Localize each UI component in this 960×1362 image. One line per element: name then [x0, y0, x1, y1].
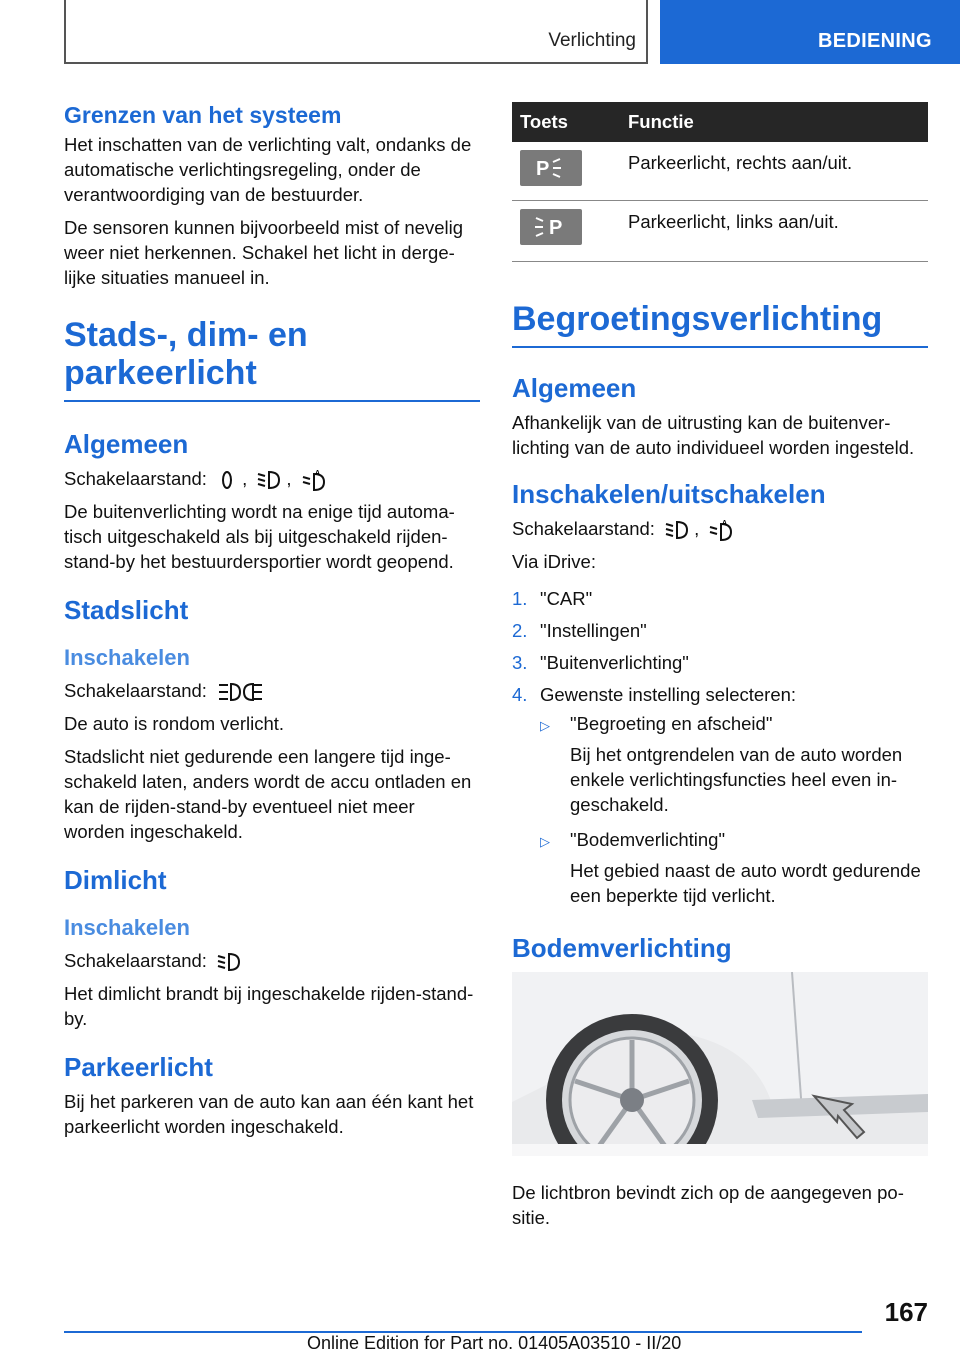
- table-header-row: [512, 102, 928, 142]
- dim-switch-line: [64, 948, 480, 973]
- svg-text:A: A: [314, 470, 320, 478]
- switch-position-line: Schakelaarstand: , , A: [64, 466, 480, 491]
- triangle-bullet-icon: ▷: [540, 834, 550, 850]
- option-description: Het gebied naast de auto wordt gedurende een beperkte tijd verlicht.: [570, 860, 921, 907]
- left-column: [64, 100, 480, 1147]
- limits-paragraph-1: Het inschatten van de verlichting valt, ondanks de automatische verlichtingsregeling, onder de verantwoordiging van de bestuurder.: [64, 134, 472, 205]
- list-item: [540, 827, 928, 908]
- low-beam-icon: [216, 951, 242, 973]
- parking-light-icon: [216, 681, 264, 703]
- city-paragraph-2: Stadslicht niet gedurende een langere tijd ingeschakeld laten, anders wordt de accu ontladen en kan de rijden-stand-by eventueel niet meer worden ingeschakeld.: [64, 746, 472, 843]
- dim-switch-label: Schakelaarstand:: [64, 950, 207, 972]
- step-number: 1.: [512, 588, 528, 610]
- section-title: Verlichting: [548, 30, 636, 51]
- option-description: Bij het ontgrendelen van de auto worden enkele verlichtingsfuncties heel even ingeschakeld.: [570, 744, 903, 816]
- dim-paragraph: Het dimlicht brandt bij ingeschakelde rijden-stand-by.: [64, 983, 474, 1030]
- parking-light-heading: Parkeerlicht: [64, 1052, 213, 1083]
- table-cell-function: Parkeerlicht, rechts aan/uit.: [620, 142, 928, 201]
- table-header-function: Functie: [620, 102, 928, 142]
- switch-label: Schakelaarstand:: [64, 468, 207, 489]
- step-number: 4.: [512, 684, 528, 706]
- right-general-paragraph: Afhankelijk van de uitrusting kan de buitenverlichting van de auto individueel worden ingesteld.: [512, 412, 915, 458]
- triangle-bullet-icon: ▷: [540, 718, 550, 734]
- page-number: 167: [884, 1297, 928, 1327]
- table-cell-key: [512, 142, 620, 201]
- welcome-light-heading: Begroetingsverlichting: [512, 300, 928, 348]
- chapter-badge: BEDIENING: [660, 0, 960, 64]
- key-function-table: [512, 102, 928, 262]
- dim-on-heading: Inschakelen: [64, 915, 190, 941]
- auto-light-icon: [301, 469, 327, 491]
- limits-heading: Grenzen van het systeem: [64, 102, 342, 128]
- right-column: [512, 102, 928, 1238]
- svg-text:P: P: [549, 217, 563, 239]
- table-cell-function: Parkeerlicht, links aan/uit.: [620, 201, 928, 262]
- table-cell-key: [512, 201, 620, 262]
- via-idrive-label: Via iDrive:: [512, 551, 596, 573]
- ground-light-heading: Bodemverlichting: [512, 933, 732, 964]
- onoff-heading: Inschakelen/uitschakelen: [512, 479, 826, 509]
- step-text: "Instellingen": [540, 620, 647, 642]
- city-switch-label: Schakelaarstand:: [64, 680, 207, 702]
- table-row: [512, 201, 928, 262]
- option-list: [540, 711, 928, 908]
- low-beam-icon: [664, 519, 690, 541]
- option-title: "Bodemverlichting": [570, 829, 726, 851]
- step-text: "CAR": [540, 588, 593, 610]
- right-switch-line: Schakelaarstand: , A: [512, 516, 928, 541]
- edition-text: Online Edition for Part no. 01405A03510 - II/20: [307, 1333, 682, 1353]
- table-header-key: Toets: [512, 102, 620, 142]
- city-on-heading: Inschakelen: [64, 645, 190, 671]
- main-heading: Stads-, dim- en parkeerlicht: [64, 316, 480, 402]
- svg-text:P: P: [536, 158, 550, 180]
- car-wheel-illustration: [512, 972, 928, 1156]
- option-title: "Begroeting en afscheid": [570, 713, 773, 735]
- general-paragraph: De buitenverlichting wordt na enige tijd automatisch uitgeschakeld als bij uitgeschakeld rijden-stand-by het bestuurdersportier wordt geopend.: [64, 501, 455, 573]
- idrive-steps: [512, 586, 928, 908]
- city-switch-line: [64, 678, 480, 703]
- table-row: [512, 142, 928, 201]
- city-light-heading: Stadslicht: [64, 595, 189, 626]
- parking-paragraph: Bij het parkeren van de auto kan aan één kant het parkeerlicht worden ingeschakeld.: [64, 1091, 474, 1138]
- ground-paragraph: De lichtbron bevindt zich op de aangegeven positie.: [512, 1182, 904, 1229]
- step-text: "Buitenverlichting": [540, 652, 689, 674]
- parking-left-button-icon: [520, 209, 582, 245]
- parking-right-button-icon: [520, 150, 582, 186]
- step-text: Gewenste instelling selecteren:: [540, 684, 797, 706]
- list-item: [540, 711, 928, 817]
- step-number: 2.: [512, 620, 528, 642]
- limits-paragraph-2: De sensoren kunnen bijvoorbeeld mist of nevelig weer niet herkennen. Schakel het licht in dergelijke situaties manueel in.: [64, 217, 464, 288]
- right-switch-label: Schakelaarstand:: [512, 518, 655, 539]
- list-item: [512, 586, 928, 611]
- auto-light-icon: [708, 519, 734, 541]
- list-item: [512, 650, 928, 675]
- general-heading: Algemeen: [64, 429, 189, 459]
- dim-light-heading: Dimlicht: [64, 865, 167, 896]
- list-item: [512, 682, 928, 908]
- low-beam-icon: [256, 469, 282, 491]
- right-general-heading: Algemeen: [512, 373, 637, 403]
- list-item: [512, 618, 928, 643]
- step-number: 3.: [512, 652, 528, 674]
- zero-position-icon: [216, 469, 238, 491]
- city-paragraph-1: De auto is rondom verlicht.: [64, 713, 285, 735]
- svg-text:A: A: [722, 520, 728, 528]
